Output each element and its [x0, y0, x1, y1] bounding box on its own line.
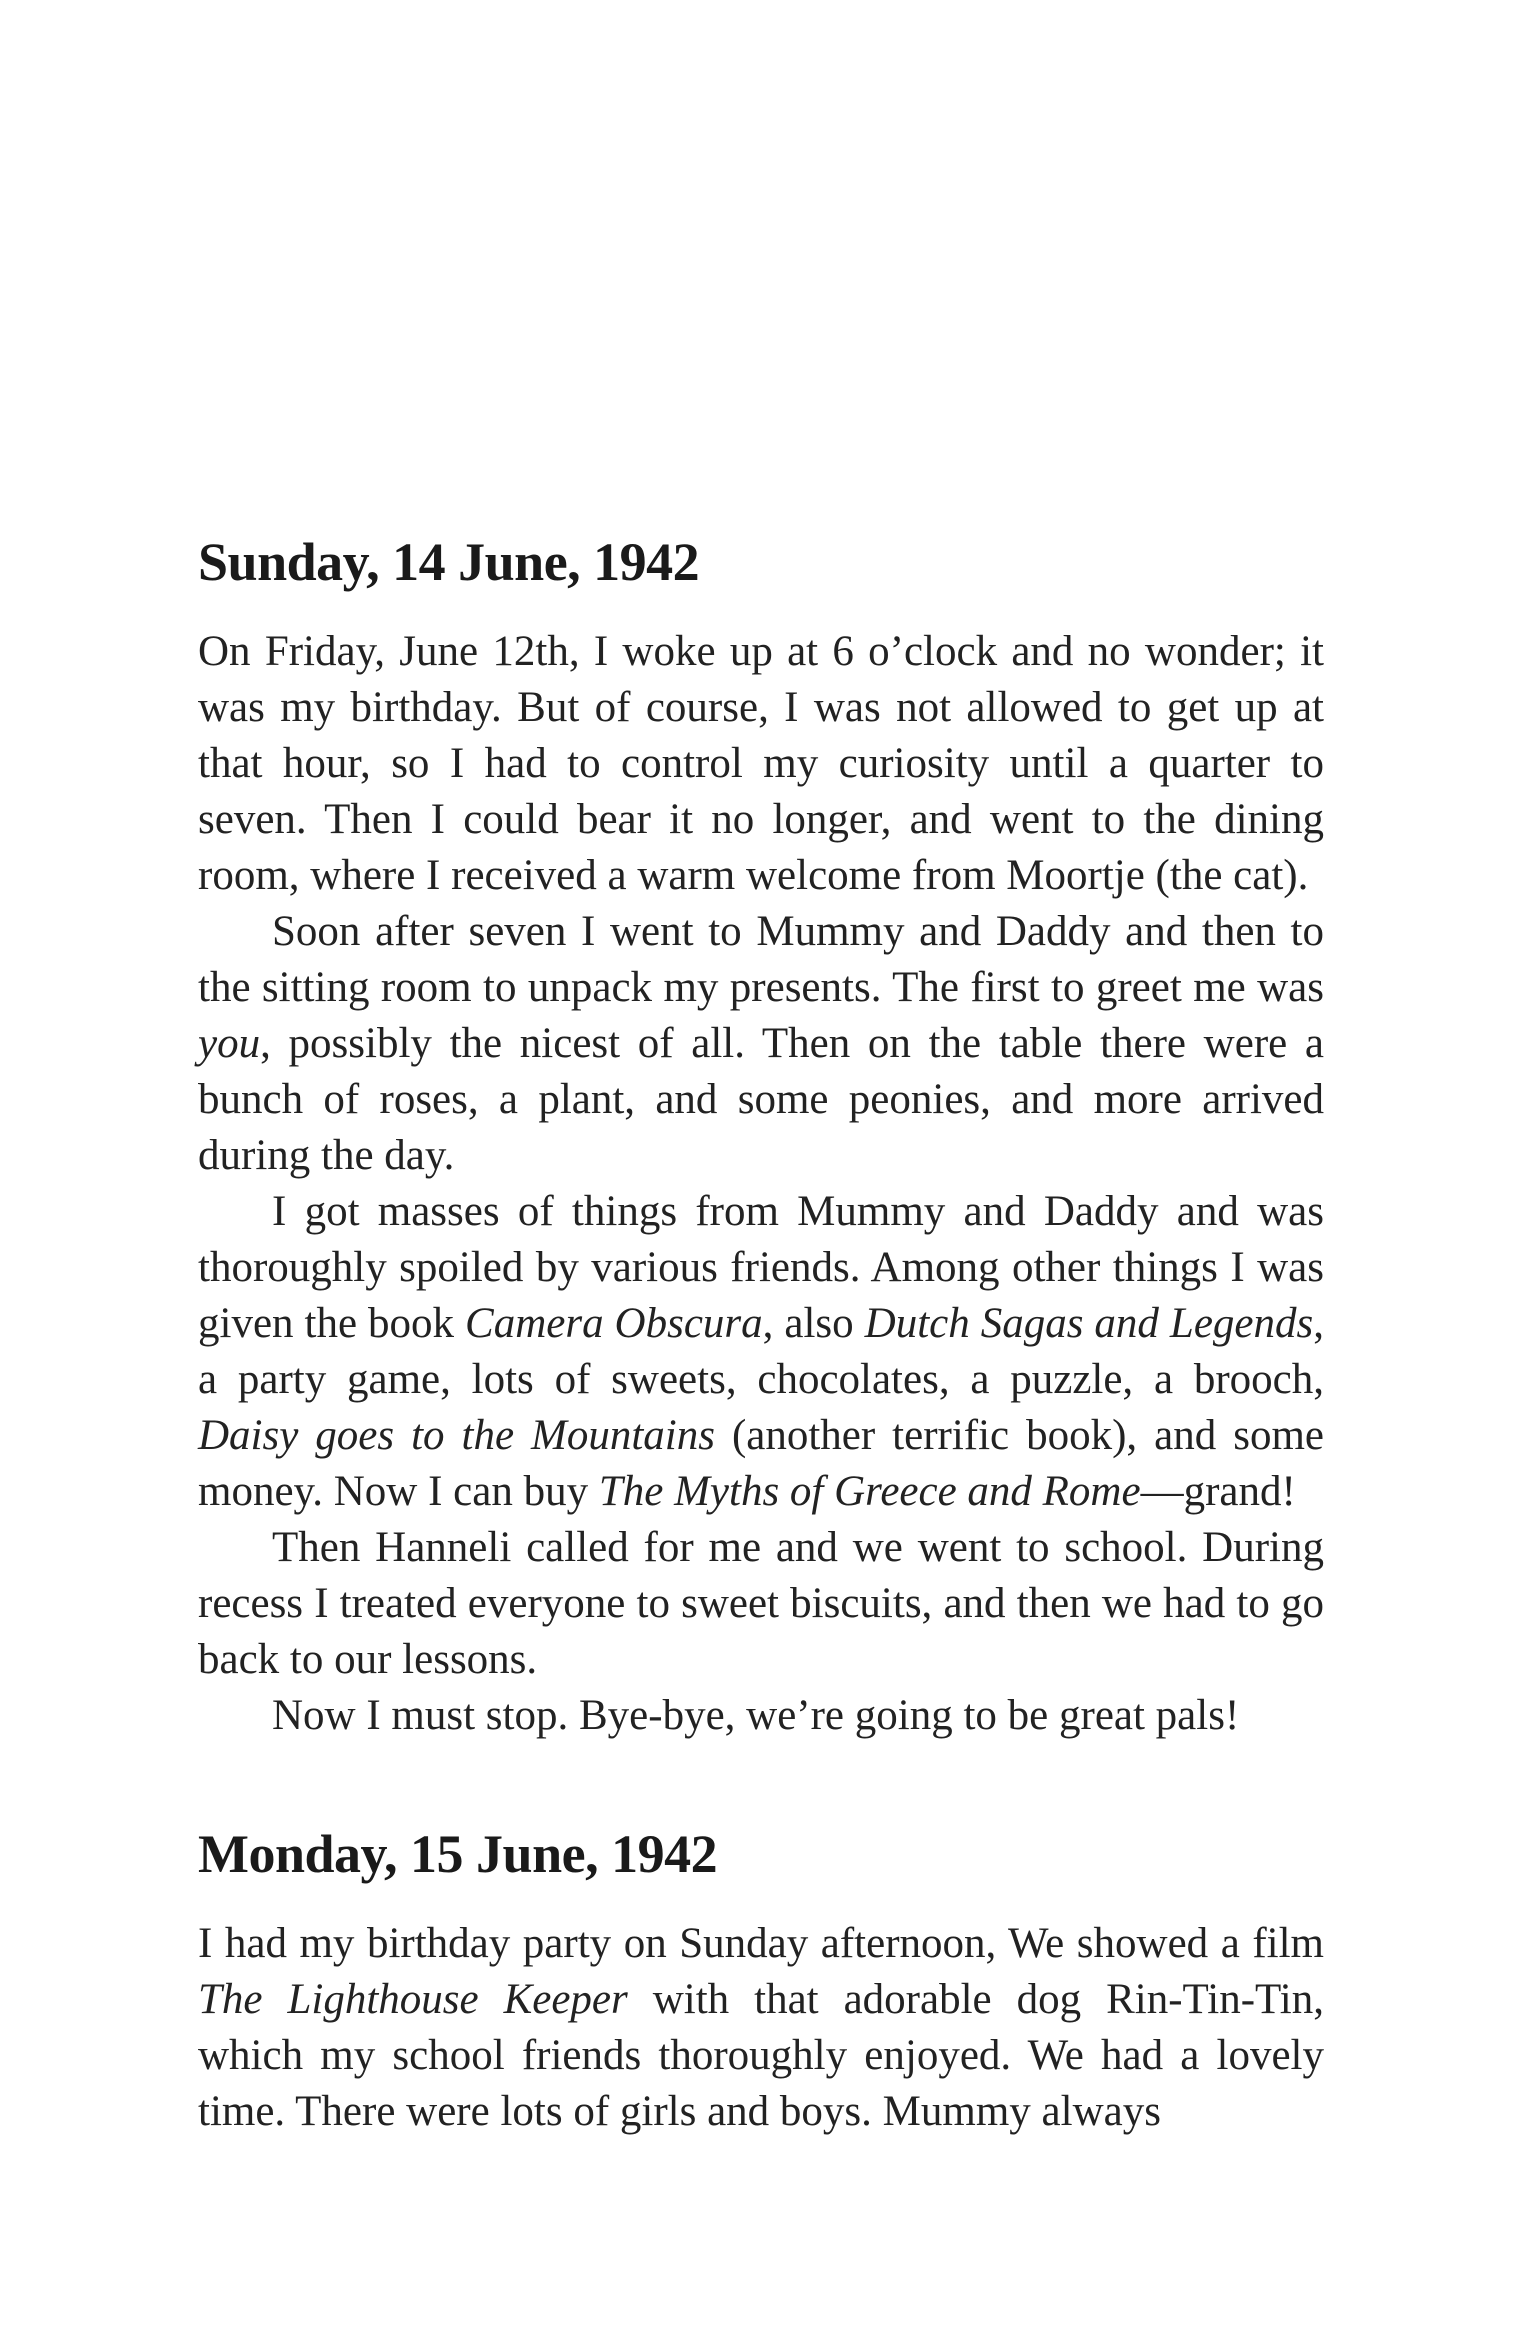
diary-entry	[198, 530, 1324, 1744]
text-run: Soon after seven I went to Mummy and Daddy and then to the sitting room to unpack my presents. The first to greet me was	[198, 908, 1324, 1011]
entry-paragraph	[198, 1916, 1324, 2140]
text-run: —grand!	[1140, 1468, 1296, 1515]
text-run: , a party game, lots of sweets, chocolates, a puzzle, a brooch,	[198, 1300, 1324, 1403]
diary-page	[198, 530, 1324, 2140]
italic-title: The Lighthouse Keeper	[198, 1976, 628, 2023]
entry-date-heading: Monday, 15 June, 1942	[198, 1824, 718, 1884]
text-run: , possibly the nicest of all. Then on the table there were a bunch of roses, a plant, and some peonies, and more arrived during the day.	[198, 1020, 1324, 1179]
entry-paragraph	[198, 624, 1324, 904]
entry-paragraph	[198, 1520, 1324, 1688]
text-run: with that adorable dog Rin-Tin-Tin, which my school friends thoroughly enjoyed. We had a lovely time. There were lots of girls and boys. Mummy always	[198, 1976, 1324, 2135]
text-run: I got masses of things from Mummy and Daddy and was thoroughly spoiled by various friends. Among other things I was given the book	[198, 1188, 1324, 1347]
entry-paragraph	[198, 1688, 1324, 1744]
text-run: On Friday, June 12th, I woke up at 6 o’clock and no wonder; it was my birthday. But of course, I was not allowed to get up at that hour, so I had to control my curiosity until a quarter to seven. Then I could bear it no longer, and went to the dining room, where I received a warm welcome from Moortje (the cat).	[198, 628, 1324, 899]
text-run: I had my birthday party on Sunday afternoon, We showed a film	[198, 1920, 1324, 1967]
text-run: (another terrific book), and some money. Now I can buy	[198, 1412, 1324, 1515]
italic-title: Camera Obscura	[465, 1300, 763, 1347]
entry-paragraph	[198, 904, 1324, 1184]
italic-title: you	[198, 1020, 261, 1067]
text-run: , also	[762, 1300, 865, 1347]
diary-entry	[198, 1822, 1324, 2140]
italic-title: The Myths of Greece and Rome	[598, 1468, 1141, 1515]
text-run: Now I must stop. Bye-bye, we’re going to be great pals!	[272, 1692, 1240, 1739]
italic-title: Dutch Sagas and Legends	[864, 1300, 1314, 1347]
italic-title: Daisy goes to the Mountains	[198, 1412, 715, 1459]
text-run: Then Hanneli called for me and we went to school. During recess I treated everyone to sweet biscuits, and then we had to go back to our lessons.	[198, 1524, 1324, 1683]
entry-date-heading: Sunday, 14 June, 1942	[198, 532, 700, 592]
entry-paragraph	[198, 1184, 1324, 1520]
